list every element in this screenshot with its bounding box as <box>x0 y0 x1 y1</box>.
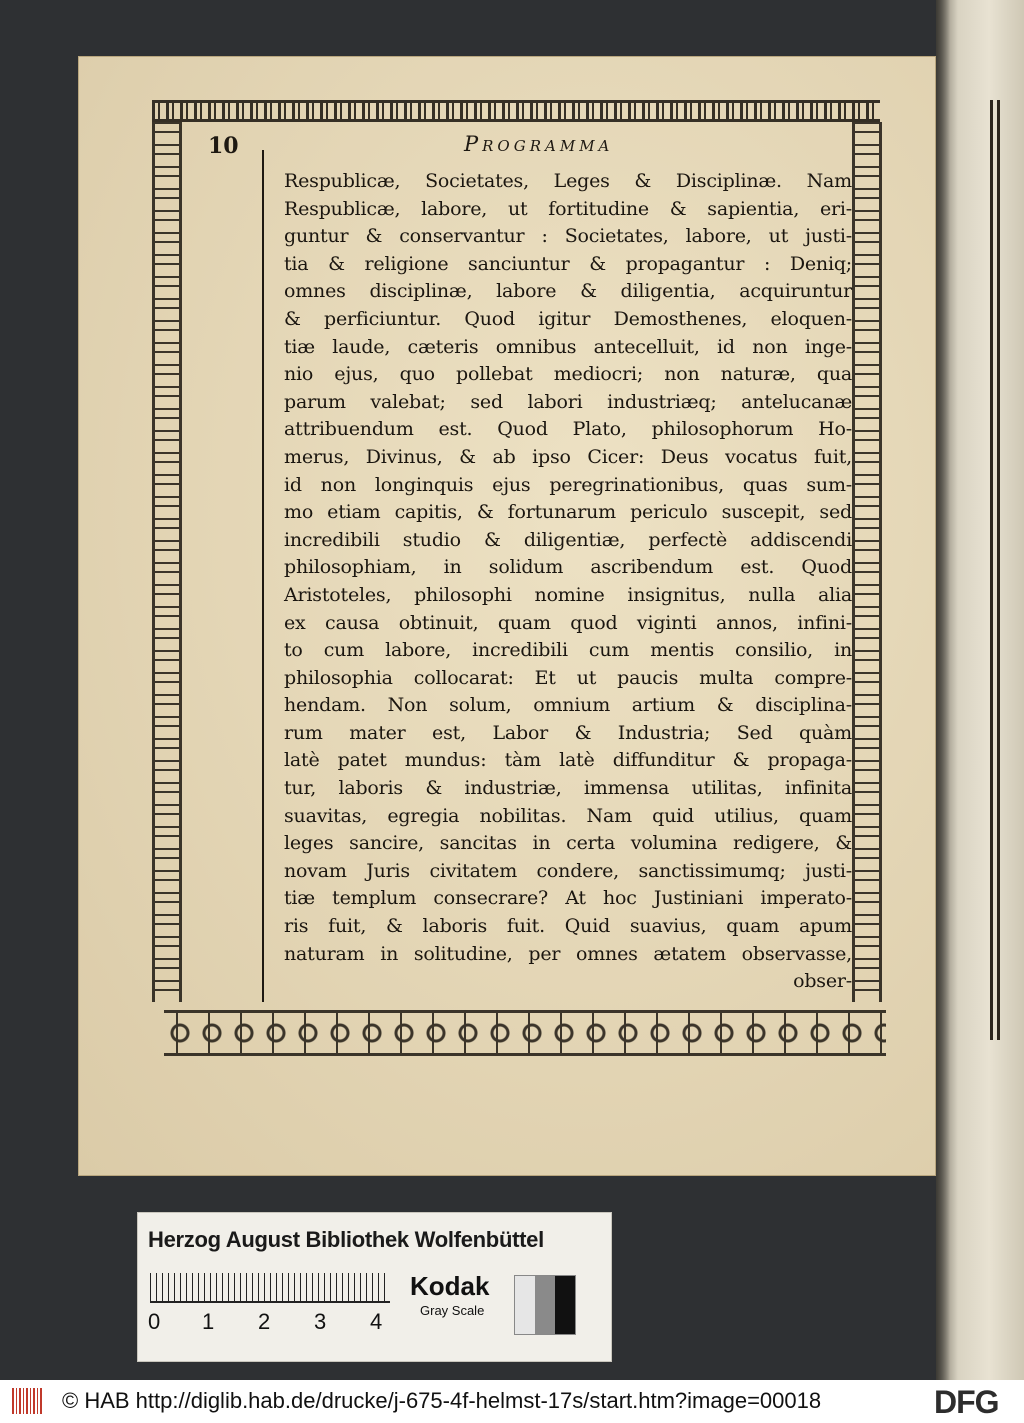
text-line: & perficiuntur. Quod igitur Demosthenes, eloquen- <box>284 307 852 330</box>
text-line: nio ejus, quo pollebat mediocri; non naturæ, qua <box>284 363 852 386</box>
ornamental-border-left <box>152 122 182 1002</box>
text-line: tia & religione sanciuntur & propagantur : Deniq; <box>284 252 852 275</box>
ruler-number: 0 <box>148 1309 161 1334</box>
running-head: Programma <box>464 132 614 156</box>
inner-vertical-rule <box>262 150 264 1002</box>
kodak-logo: Kodak <box>410 1271 490 1301</box>
ornamental-border-top <box>152 100 880 122</box>
text-line: merus, Divinus, & ab ipso Cicer: Deus vocatus fuit, <box>284 445 852 468</box>
text-line: parum valebat; sed labori industriæq; antelucanæ <box>284 390 852 413</box>
text-line: rum mater est, Labor & Industria; Sed quàm <box>284 721 852 744</box>
text-line: suavitas, egregia nobilitas. Nam quid utilius, quam <box>284 804 852 827</box>
text-line: tiæ laude, cæteris omnibus antecelluit, id non inge- <box>284 335 852 358</box>
barcode-icon <box>12 1388 42 1414</box>
text-line: incredibili studio & diligentiæ, perfectè addiscendi <box>284 528 852 551</box>
text-line: philosophiam, in solidum ascribendum est. Quod <box>284 556 852 579</box>
page-number: 10 <box>208 133 239 159</box>
gutter-shadow <box>936 0 950 1380</box>
gray-scale-caption: Gray Scale <box>420 1303 485 1318</box>
text-line: ex causa obtinuit, quam quod viginti annos, infini- <box>284 611 852 634</box>
text-line: latè patet mundus: tàm latè diffunditur & propaga- <box>284 749 852 772</box>
copyright-url[interactable]: © HAB http://diglib.hab.de/drucke/j-675-4f-helmst-17s/start.htm?image=00018 <box>62 1388 822 1413</box>
library-label <box>137 1212 612 1362</box>
ruler-number: 2 <box>258 1309 271 1334</box>
ruler-number: 3 <box>314 1309 327 1334</box>
text-line: tur, laboris & industriæ, immensa utilitas, infinita <box>284 777 852 800</box>
body-text <box>284 168 852 996</box>
facing-page-edge <box>936 0 1024 1380</box>
text-line: philosophia collocarat: Et ut paucis multa compre- <box>284 666 852 689</box>
gray-swatch <box>555 1276 575 1334</box>
facing-page-frame <box>990 100 1024 1040</box>
text-line: Respublicæ, labore, ut fortitudine & sapientia, eri- <box>284 197 852 220</box>
text-line: ris fuit, & laboris fuit. Quid suavius, quam apum <box>284 915 852 938</box>
ornamental-border-right <box>852 122 882 1002</box>
text-line: obser- <box>793 970 852 993</box>
text-line: leges sancire, sancitas in certa volumina redigere, & <box>284 832 852 855</box>
ornamental-border-bottom <box>164 1010 886 1056</box>
text-line: omnes disciplinæ, labore & diligentia, acquiruntur <box>284 280 852 303</box>
text-line: Respublicæ, Societates, Leges & Disciplinæ. Nam <box>284 170 852 192</box>
text-line: id non longinquis ejus peregrinationibus, quas sum- <box>284 473 852 496</box>
text-line: mo etiam capitis, & fortunarum periculo suscepit, sed <box>284 501 852 524</box>
text-line: tiæ templum consecrare? At hoc Justiniani imperato- <box>284 887 852 910</box>
gray-swatch <box>535 1276 555 1334</box>
ruler-number: 1 <box>202 1309 215 1334</box>
dfg-logo: DFG <box>934 1384 999 1420</box>
text-line: hendam. Non solum, omnium artium & disciplina- <box>284 694 852 717</box>
text-line: guntur & conservantur : Societates, labore, ut justi- <box>284 225 852 248</box>
ruler-number: 4 <box>370 1309 383 1334</box>
text-line: naturam in solitudine, per omnes ætatem observasse, <box>284 942 852 965</box>
footer-bar <box>0 1380 1024 1423</box>
scale-ruler <box>150 1273 390 1303</box>
gray-swatch <box>515 1276 535 1334</box>
text-line: Aristoteles, philosophi nomine insignitus, nulla alia <box>284 583 852 606</box>
text-line: novam Juris civitatem condere, sanctissimumq; justi- <box>284 859 852 882</box>
text-line: attribuendum est. Quod Plato, philosophorum Ho- <box>284 418 852 441</box>
library-name: Herzog August Bibliothek Wolfenbüttel <box>148 1227 544 1252</box>
text-line: to cum labore, incredibili cum mentis consilio, in <box>284 639 852 662</box>
gray-scale-swatches <box>514 1275 576 1335</box>
